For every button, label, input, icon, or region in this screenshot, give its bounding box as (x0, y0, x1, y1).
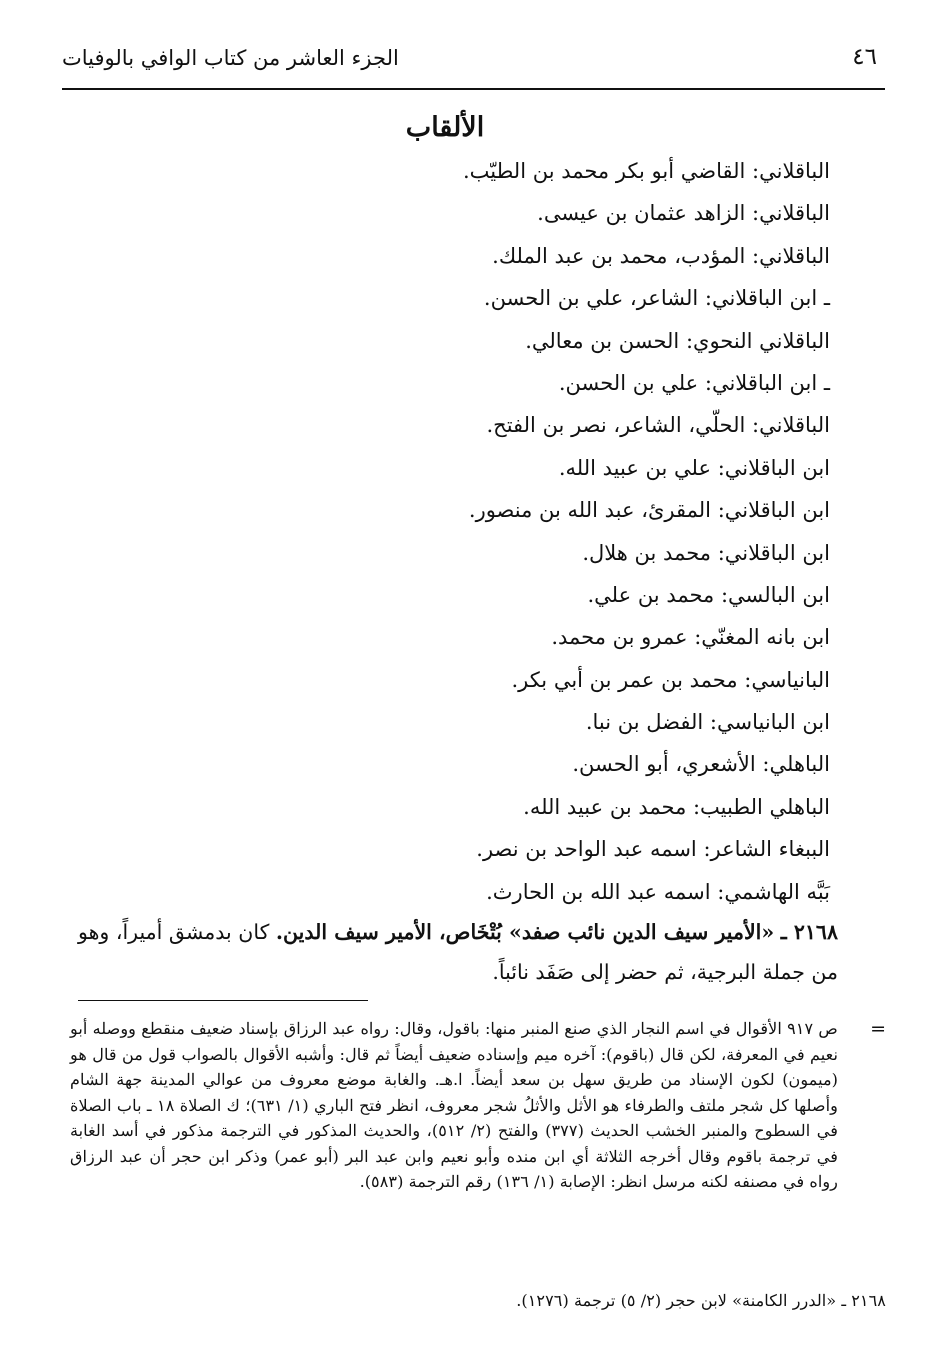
title-entries-list (230, 150, 830, 913)
title-entry: الباقلاني: الحلّي، الشاعر، نصر بن الفتح. (486, 413, 830, 438)
page-header (62, 38, 885, 88)
title-entry: الباقلاني: الزاهد عثمان بن عيسى. (537, 201, 830, 226)
footnote-rule (78, 1000, 368, 1001)
footnote-continuation: ص ٩١٧ الأقوال في اسم النجار الذي صنع المنبر منها: باقول، وقال: رواه عبد الرزاق بإسناد ضعيف منقطع ووصله أبو نعيم في المعرفة، لكن قال (باقوم): آخره ميم وإسناده ضعيف أيضاً ثم قال: وأشبه الأقوال بالصواب قول من قال هو (ميمون) لكون الإسناد من طريق سهل بن سعد أيضاً. ا.هـ. والغابة موضع معروف من عوالي المدينة جهة الشام وأصلها كل شجر ملتف والطرفاء هو الأثل والأثلُ شجر معروف، انظر فتح الباري (١/ ٦٣١)؛ ك الصلاة ١٨ ـ باب الصلاة في السطوح والمنبر الخشب الحديث (٣٧٧) والفتح (٢/ ٥١٢)، والحديث المذكور في الترجمة مذكور في أسد الغابة في ترجمة باقوم وقال أخرجه الثلاثة أي ابن منده وأبو نعيم وابن عبد البر (أبو عمر) وذكر ابن حجر أن عبد الرزاق رواه في مصنفه لكنه مرسل انظر: الإصابة (١/ ١٣٦) رقم الترجمة (٥٨٣). (70, 1019, 838, 1191)
title-entry: الباهلي: الأشعري، أبو الحسن. (572, 752, 830, 777)
title-entry: الباقلاني: القاضي أبو بكر محمد بن الطيّب. (462, 159, 830, 183)
title-entry: ـ ابن الباقلاني: علي بن الحسن. (558, 370, 830, 395)
title-entry: الببغاء الشاعر: اسمه عبد الواحد بن نصر. (476, 837, 830, 862)
footnote-continuation-marker: = (870, 1018, 886, 1040)
title-entry: الباقلاني: المؤدب، محمد بن عبد الملك. (492, 243, 830, 268)
title-entry: ابن الباقلاني: علي بن عبيد الله. (558, 455, 830, 480)
biography-number: ٢١٦٨ ـ (780, 920, 838, 944)
title-entry: الباقلاني النحوي: الحسن بن معالي. (525, 328, 830, 353)
title-entry: ابن البانياسي: الفضل بن نبا. (585, 710, 830, 735)
section-title: الألقاب (405, 112, 485, 143)
title-entry: ابن الباقلاني: محمد بن هلال. (582, 540, 830, 565)
page-number: ٤٦ (852, 44, 877, 70)
title-entry: بَبَّه الهاشمي: اسمه عبد الله بن الحارث. (486, 879, 830, 904)
biography-entry (78, 912, 838, 992)
title-entry: ابن البالسي: محمد بن علي. (587, 582, 830, 607)
title-entry: ابن الباقلاني: المقرئ، عبد الله بن منصور. (468, 498, 830, 523)
title-entry: ابن بانه المغنّي: عمرو بن محمد. (551, 625, 830, 650)
title-entry: ـ ابن الباقلاني: الشاعر، علي بن الحسن. (483, 286, 830, 311)
running-title: الجزء العاشر من كتاب الوافي بالوفيات (62, 46, 399, 70)
title-entry: البانياسي: محمد بن عمر بن أبي بكر. (511, 667, 830, 692)
biography-heading: «الأمير سيف الدين نائب صفد» بُتْخَاص، الأمير سيف الدين. (275, 920, 775, 944)
biography-text: كان بدمشق أميراً، وهو من جملة البرجية، ثم حضر إلى صَفَد نائباً. (78, 920, 838, 984)
footnote-2168: ٢١٦٨ ـ «الدرر الكامنة» لابن حجر (٢/ ٥) ترجمة (١٢٧٦). (516, 1291, 886, 1310)
header-rule (62, 88, 885, 90)
title-entry: الباهلي الطبيب: محمد بن عبيد الله. (523, 794, 830, 819)
